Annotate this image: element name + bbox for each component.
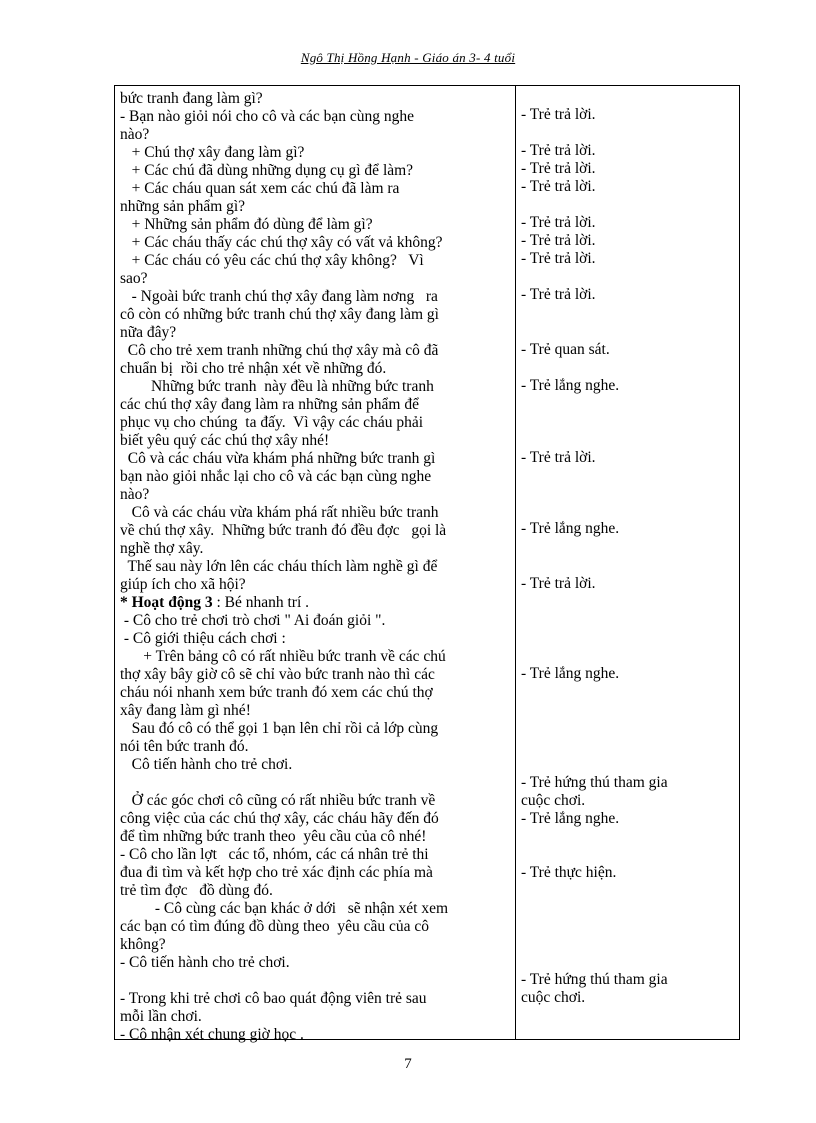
child-response-line: - Trẻ trả lời.: [521, 286, 596, 303]
child-response-line: - Trẻ lắng nghe.: [521, 520, 620, 537]
teacher-text-line: - Ngoài bức tranh chú thợ xây đang làm nơng ra: [120, 288, 438, 305]
child-response-line: - Trẻ thực hiện.: [521, 864, 617, 881]
teacher-text-line: sao?: [120, 270, 148, 287]
teacher-text-line: - Bạn nào giỏi nói cho cô và các bạn cùng nghe: [120, 108, 414, 125]
teacher-text-line: Cô và các cháu vừa khám phá rất nhiều bức tranh: [120, 504, 439, 521]
child-response-line: - Trẻ trả lời.: [521, 178, 596, 195]
teacher-text-line: + Các cháu thấy các chú thợ xây có vất vả không?: [120, 234, 443, 251]
teacher-text-line: giúp ích cho xã hội?: [120, 576, 246, 593]
teacher-text-line: - Cô nhận xét chung giờ học .: [120, 1026, 304, 1043]
teacher-text-line: Cô cho trẻ xem tranh những chú thợ xây mà cô đã: [120, 342, 439, 359]
teacher-text-line: + Các cháu có yêu các chú thợ xây không? Vì: [120, 252, 424, 269]
child-response-line: cuộc chơi.: [521, 792, 586, 809]
child-response-line: - Trẻ hứng thú tham gia: [521, 971, 668, 988]
teacher-text-line: nào?: [120, 486, 150, 503]
teacher-text-line: Thế sau này lớn lên các cháu thích làm nghề gì để: [120, 558, 438, 575]
teacher-text-line: - Cô giới thiệu cách chơi :: [120, 630, 286, 647]
teacher-text-line: mỗi lần chơi.: [120, 1008, 202, 1025]
teacher-text-line: + Những sản phẩm đó dùng để làm gì?: [120, 216, 373, 233]
child-response-line: - Trẻ trả lời.: [521, 214, 596, 231]
teacher-text-line: về chú thợ xây. Những bức tranh đó đều đợc gọi là: [120, 522, 447, 539]
column-divider: [515, 85, 516, 1040]
teacher-text-line: + Trên bảng cô có rất nhiều bức tranh về các chú: [120, 648, 446, 665]
header-text: Ngô Thị Hồng Hạnh - Giáo án 3- 4 tuổi: [300, 50, 516, 65]
teacher-text-line: - Cô cho trẻ chơi trò chơi " Ai đoán giỏi ".: [120, 612, 386, 629]
teacher-text-line: nữa đây?: [120, 324, 177, 341]
teacher-text-line: xây đang làm gì nhé!: [120, 702, 251, 719]
teacher-text-line: đua đi tìm và kết hợp cho trẻ xác định các phía mà: [120, 864, 433, 881]
child-response-line: - Trẻ trả lời.: [521, 106, 596, 123]
teacher-text-line: phục vụ cho chúng ta đấy. Vì vậy các cháu phải: [120, 414, 424, 431]
teacher-text-line: cô còn có những bức tranh chú thợ xây đang làm gì: [120, 306, 439, 323]
teacher-text-line: Cô và các cháu vừa khám phá những bức tranh gì: [120, 450, 436, 467]
child-response-line: - Trẻ lắng nghe.: [521, 810, 620, 827]
teacher-text-line: để tìm những bức tranh theo yêu cầu của cô nhé!: [120, 828, 427, 845]
child-response-line: - Trẻ lắng nghe.: [521, 665, 620, 682]
child-response-line: - Trẻ trả lời.: [521, 449, 596, 466]
teacher-text-line: trẻ tìm đợc đồ dùng đó.: [120, 882, 273, 899]
child-response-line: - Trẻ trả lời.: [521, 160, 596, 177]
teacher-text-line: + Các chú đã dùng những dụng cụ gì để làm?: [120, 162, 414, 179]
teacher-text-line: Cô tiến hành cho trẻ chơi.: [120, 756, 293, 773]
teacher-text-line: nào?: [120, 126, 150, 143]
teacher-text-line: nghề thợ xây.: [120, 540, 204, 557]
teacher-text-line: chuẩn bị rồi cho trẻ nhận xét về những đó.: [120, 360, 387, 377]
child-response-line: - Trẻ trả lời.: [521, 250, 596, 267]
teacher-text-line: + Các cháu quan sát xem các chú đã làm ra: [120, 180, 400, 197]
child-response-line: - Trẻ trả lời.: [521, 142, 596, 159]
child-response-line: - Trẻ trả lời.: [521, 575, 596, 592]
activity-heading: * Hoạt động 3: [120, 594, 213, 611]
child-response-line: cuộc chơi.: [521, 989, 586, 1006]
teacher-text-line: cháu nói nhanh xem bức tranh đó xem các chú thợ: [120, 684, 433, 701]
teacher-text-line: [120, 594, 309, 612]
teacher-text-line: không?: [120, 936, 166, 953]
teacher-text-line: những sản phẩm gì?: [120, 198, 246, 215]
child-response-line: - Trẻ quan sát.: [521, 341, 610, 358]
teacher-text-line: Ở các góc chơi cô cũng có rất nhiều bức tranh về: [120, 792, 436, 809]
teacher-text-line: bạn nào giỏi nhắc lại cho cô và các bạn cùng nghe: [120, 468, 432, 485]
teacher-text-line: - Trong khi trẻ chơi cô bao quát động viên trẻ sau: [120, 990, 427, 1007]
teacher-text-line: - Cô tiến hành cho trẻ chơi.: [120, 954, 290, 971]
teacher-text-line: công việc của các chú thợ xây, các cháu hãy đến đó: [120, 810, 439, 827]
activity-title: : Bé nhanh trí .: [212, 594, 310, 611]
teacher-text-line: nói tên bức tranh đó.: [120, 738, 249, 755]
child-response-line: - Trẻ lắng nghe.: [521, 377, 620, 394]
teacher-text-line: - Cô cùng các bạn khác ở dới sẽ nhận xét xem: [120, 900, 449, 917]
child-response-line: - Trẻ trả lời.: [521, 232, 596, 249]
teacher-text-line: Những bức tranh này đều là những bức tranh: [120, 378, 434, 395]
teacher-text-line: thợ xây bây giờ cô sẽ chỉ vào bức tranh nào thì các: [120, 666, 435, 683]
teacher-text-line: các bạn có tìm đúng đồ dùng theo yêu cầu của cô: [120, 918, 430, 935]
page-number: 7: [404, 1056, 412, 1072]
teacher-text-line: bức tranh đang làm gì?: [120, 90, 263, 107]
teacher-text-line: + Chú thợ xây đang làm gì?: [120, 144, 305, 161]
teacher-text-line: biết yêu quý các chú thợ xây nhé!: [120, 432, 330, 449]
teacher-text-line: - Cô cho lần lợt các tổ, nhóm, các cá nhân trẻ thi: [120, 846, 429, 863]
page-header: [0, 50, 816, 66]
teacher-text-line: Sau đó cô có thể gọi 1 bạn lên chỉ rồi cả lớp cùng: [120, 720, 439, 737]
teacher-text-line: các chú thợ xây đang làm ra những sản phẩm để: [120, 396, 419, 413]
child-response-line: - Trẻ hứng thú tham gia: [521, 774, 668, 791]
